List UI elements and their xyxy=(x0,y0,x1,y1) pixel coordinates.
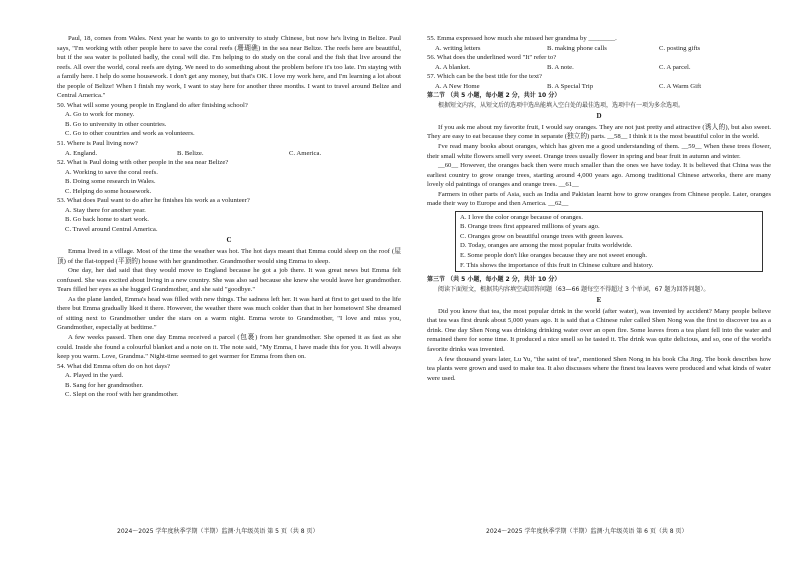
option: C. Go to other countries and work as volunteers. xyxy=(65,130,195,138)
passage-c-paragraph: A few weeks passed. Then one day Emma received a parcel (包裹) from her grandmother. She opened it as fast as she could. Inside she found a colourful blanket and a note on it. The note said, "My Emma, I have made this for you. It will always keep you warm. Love, Grandma." Night-time seemed to get warmer for Emma from then on. xyxy=(57,333,401,361)
option: C. A Warm Gift xyxy=(659,82,702,90)
option: C. Travel around Central America. xyxy=(65,225,158,233)
passage-b-tail: Paul, 18, comes from Wales. Next year he wants to go to university to study Chinese, but now he's living in Belize. Paul says, "I'm working with other people here to save the coral reefs (珊瑚礁) in the sea near Belize. The reefs here are beautiful, but if the sea water is polluted badly, the coral will die. I'm helping to do study on the coral and the fish that live around the reefs. All over the world, coral reefs are dying. We need to do something about the problem before it's too late. I'm staying with a family here. I help do some housework. I don't get any money, but that's OK. I love my work here, and I'm learning a lot about the people of Belize! When I finish my work, I want to stay here for another three months. I want to travel around Belize and Central America." xyxy=(57,35,401,100)
option: A. Working to save the coral reefs. xyxy=(65,168,158,176)
passage-e-paragraph: A few thousand years later, Lu Yu, "the saint of tea", mentioned Shen Nong in his book Cha Jing. The book describes how tea plants were grown and used to make tea. It also discusses where the finest tea leaves were produced and what kinds of water were used. xyxy=(427,355,771,382)
section-c-heading: C xyxy=(226,236,232,245)
question-56 xyxy=(427,53,771,72)
passage-c-paragraph: As the plane landed, Emma's head was filled with new things. The sadness left her. It was hard at first to get used to the life there but Emma gradually liked it there. However, the weather there was much colder than that in her hometown! She dreamed of sitting next to Grandmother under the stars on a warm night. Emma wrote to Grandmother, "I love and miss you, Grandmother, especially at bedtime." xyxy=(57,295,401,332)
option: C. America. xyxy=(289,149,322,157)
page-footer-right: 2024～2025 学年度秋季学期（半期）监测·九年级英语 第 6 页（共 8 页） xyxy=(486,528,688,535)
option: C. Slept on the roof with her grandmother. xyxy=(65,391,179,399)
option: A. A New Home xyxy=(435,82,480,90)
passage-c-paragraph: Emma lived in a village. Most of the time the weather was hot. The hot days meant that Emma could sleep on the roof (屋顶) of the flat-topped (平顶的) house with her grandmother. Grandmother would sing Emma to sleep. xyxy=(57,248,401,265)
option: C. posting gifts xyxy=(659,44,701,52)
question-stem: 53. What does Paul want to do after he finishes his work as a volunteer? xyxy=(57,197,250,205)
option: B. making phone calls xyxy=(547,44,607,52)
option: B. Sang for her grandmother. xyxy=(65,381,144,389)
option: B. A Special Trip xyxy=(547,82,594,90)
choice: E. Some people don't like oranges because they are not sweet enough. xyxy=(460,252,648,260)
question-stem: 55. Emma expressed how much she missed her grandma by ________. xyxy=(427,35,617,42)
choice: C. Oranges grow on beautiful orange trees with green leaves. xyxy=(460,232,624,240)
option: C. Helping do some housework. xyxy=(65,187,152,195)
question-stem: 56. What does the underlined word "It" refer to? xyxy=(427,54,557,62)
options-row xyxy=(427,44,771,54)
part-3-title: 第三节 （共 5 小题，每小题 2 分，共计 10 分） xyxy=(427,276,561,284)
question-stem: 51. Where is Paul living now? xyxy=(57,140,138,148)
option: B. Go back home to start work. xyxy=(65,216,149,224)
question-55 xyxy=(427,34,771,53)
right-page xyxy=(427,34,771,383)
part-2-instructions: 根据短文内容，从短文后的选项中选出能填入空白处的最佳选项，选项中有一项为多余选项。 xyxy=(438,101,685,109)
passage-d-paragraph: __60__ However, the oranges back then were much smaller than the ones we have today. It is believed that China was the earliest country to grow orange trees, starting around 4,000 years ago. Among traditional Chinese artworks, there are many lovely old paintings of oranges and orange trees. __61__ xyxy=(427,162,771,189)
section-e-heading: E xyxy=(596,296,602,305)
question-stem: 50. What will some young people in England do after finishing school? xyxy=(57,101,248,109)
choice: F. This shows the importance of this fruit in Chinese culture and history. xyxy=(460,261,654,269)
option: C. A parcel. xyxy=(659,63,691,71)
question-57 xyxy=(427,72,771,91)
option: A. writing letters xyxy=(435,44,481,52)
option: B. Go to university in other countries. xyxy=(65,120,167,128)
passage-d-paragraph: I've read many books about oranges, which has given me a good understanding of them. __59__ When these trees flower, their small white flowers smell very sweet. Orange trees usually flower in spring and bear fruit in autumn and winter. xyxy=(427,143,771,160)
option: A. Played in the yard. xyxy=(65,372,124,380)
page-footer-left: 2024～2025 学年度秋季学期（半期）监测·九年级英语 第 5 页（共 8 页） xyxy=(117,528,319,535)
passage-d-paragraph: Farmers in other parts of Asia, such as India and Pakistan learnt how to grow oranges from Chinese people. Later, oranges made their way to Europe and then America. __62__ xyxy=(427,190,771,208)
answer-choices-box xyxy=(455,211,763,272)
choice: D. Today, oranges are among the most popular fruits worldwide. xyxy=(460,242,633,250)
left-page xyxy=(57,34,401,400)
option: A. England. xyxy=(65,149,98,157)
section-d-heading: D xyxy=(596,112,602,121)
option: B. Belize. xyxy=(177,149,204,157)
option: B. A note. xyxy=(547,63,574,71)
question-53 xyxy=(57,196,401,234)
option: B. Doing some research in Wales. xyxy=(65,178,156,186)
option: A. Go to work for money. xyxy=(65,111,135,119)
question-stem: 54. What did Emma often do on hot days? xyxy=(57,362,170,370)
question-51 xyxy=(57,139,401,158)
question-stem: 57. Which can be the best title for the text? xyxy=(427,73,543,81)
passage-c-paragraph: One day, her dad said that they would move to England because he got a job there. It was great news but Emma felt confused. She was excited about living in a new country. She was also sad because she knew she would leave her grandmother. Tears filled her eyes as she hugged Grandmother, and she said "goodbye." xyxy=(57,267,401,294)
part-3-instructions: 阅读下面短文，根据其内容填空或回答问题（63—66 题每空不得超过 3 个单词，67 题为回答问题）。 xyxy=(438,285,710,293)
choice: A. I love the color orange because of oranges. xyxy=(460,213,583,221)
part-2-title: 第二节 （共 5 小题，每小题 2 分，共计 10 分） xyxy=(427,92,561,100)
options-row xyxy=(427,63,771,73)
question-50 xyxy=(57,101,401,139)
options-row xyxy=(57,149,401,159)
options-row xyxy=(427,82,771,92)
passage-d-paragraph: If you ask me about my favorite fruit, I would say oranges. They are not just pretty and attractive (诱人的), but also sweet. They are easy to eat because they come in separate (独立的) parts. __58__ I think it is the most beautiful color in the world. xyxy=(427,123,771,141)
question-54 xyxy=(57,362,401,400)
question-stem: 52. What is Paul doing with other people in the sea near Belize? xyxy=(57,159,229,167)
choice: B. Orange trees first appeared millions of years ago. xyxy=(460,223,600,231)
option: A. A blanket. xyxy=(435,63,471,71)
option: A. Stay there for another year. xyxy=(65,206,146,214)
question-52 xyxy=(57,158,401,196)
passage-e-paragraph: Did you know that tea, the most popular drink in the world (after water), was invented by accident? Many people believe that tea was first drunk about 5,000 years ago. It is said that a Chinese ruler called Shen Nong was the first to discover tea as a drink. One day Shen Nong was drinking drinking water over an open fire. Some leaves from a tea plant fell into the water and remained there for some time. It produced a nice smell so he tasted it. The drink was quite delicious, and so, one of the world's favorite drinks was invented. xyxy=(427,307,771,353)
